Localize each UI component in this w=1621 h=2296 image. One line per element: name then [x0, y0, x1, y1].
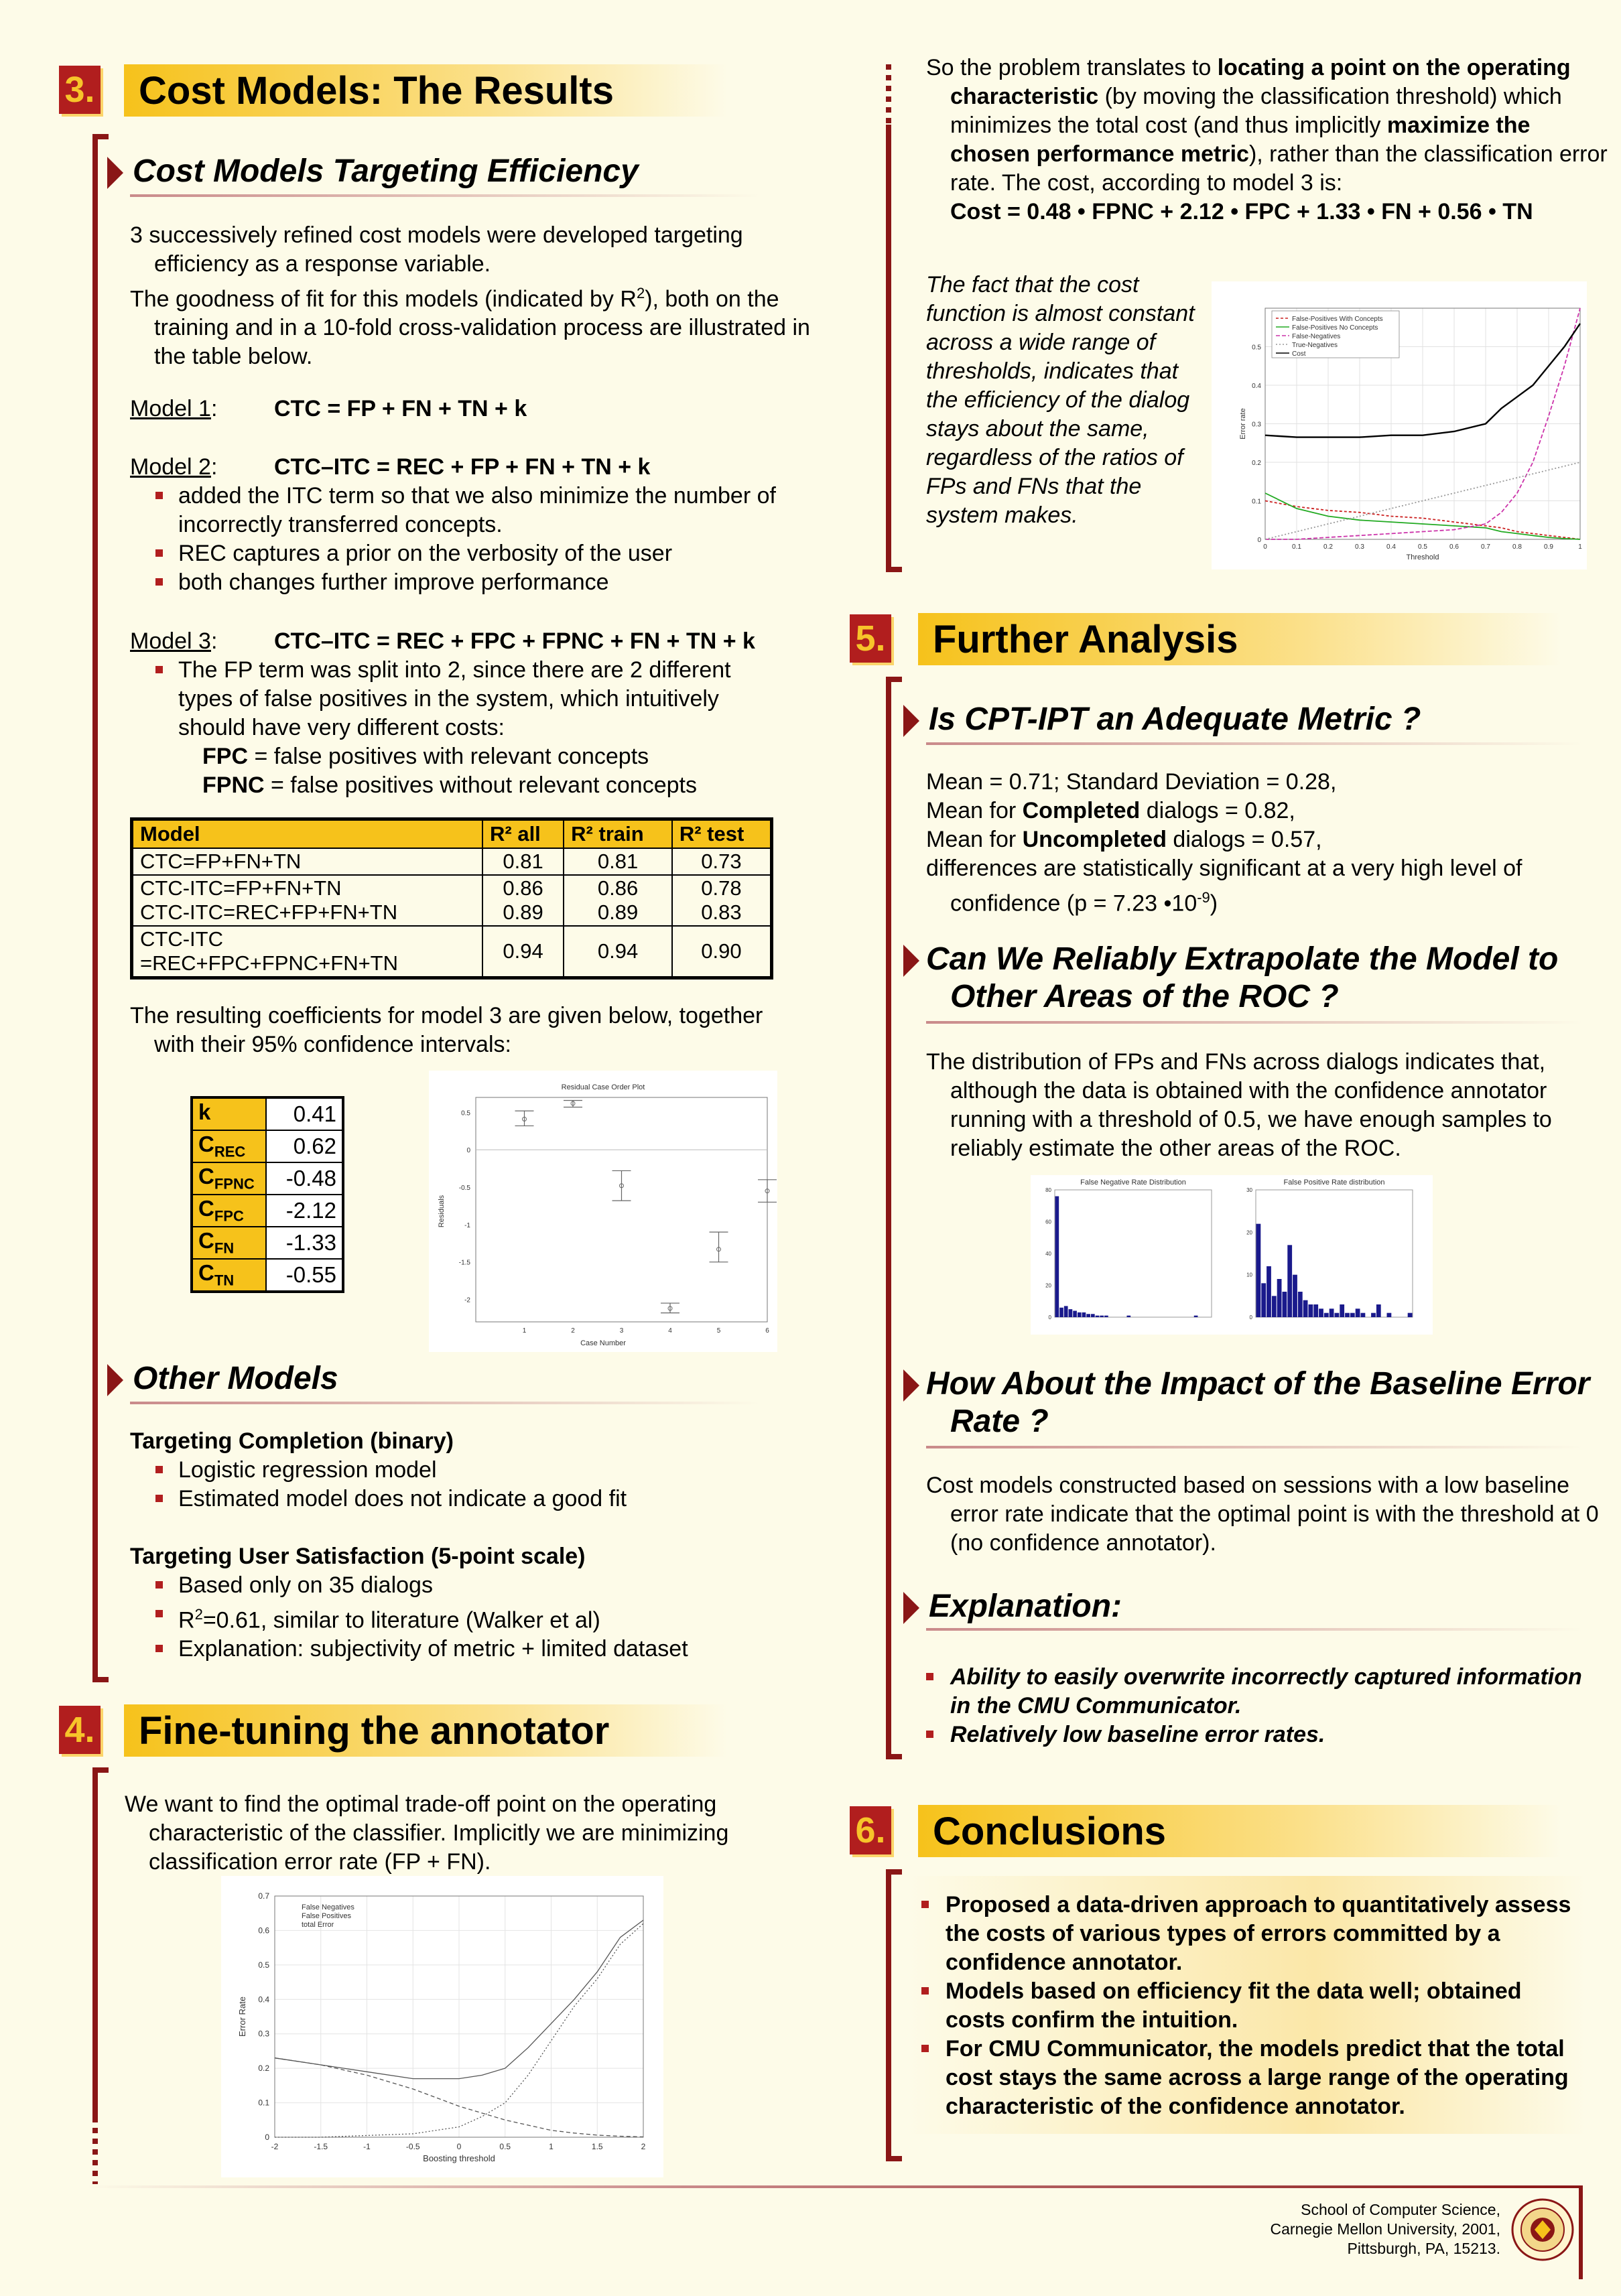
chart-title: False Positive Rate distribution	[1283, 1178, 1385, 1187]
model-3-label: Model 3	[130, 628, 211, 654]
model-1: Model 1: CTC = FP + FN + TN + k	[130, 395, 800, 423]
y-tick-label: 0	[1048, 1314, 1051, 1321]
paragraph-intro	[130, 221, 824, 371]
stat-line: Mean = 0.71; Standard Deviation = 0.28,	[926, 769, 1337, 795]
histogram-bar	[1387, 1313, 1392, 1317]
histogram-bar	[1104, 1316, 1108, 1317]
histogram-bar	[1324, 1313, 1329, 1317]
table-row: k 0.41	[192, 1097, 343, 1130]
satisfaction-heading: Targeting User Satisfaction (5-point scale)	[130, 1544, 586, 1569]
coef-intro: The resulting coefficients for model 3 are given below, together with their 95% confidence intervals:	[130, 1003, 763, 1057]
histogram-bar	[1408, 1313, 1413, 1317]
table-header-row	[132, 819, 772, 849]
histogram-bar	[1194, 1316, 1198, 1317]
list-item: Relatively low baseline error rates.	[926, 1720, 1583, 1749]
y-tick-label: 10	[1246, 1272, 1252, 1278]
list-item: Models based on efficiency fit the data well; obtained costs confirm the intuition.	[921, 1977, 1578, 2035]
histogram-bar	[1335, 1313, 1340, 1317]
y-axis-label: Residuals	[438, 1195, 446, 1228]
table-row: $C_{TN}$ -0.55	[192, 1259, 343, 1292]
histogram-bar	[1059, 1308, 1063, 1317]
y-tick-label: -1	[464, 1221, 470, 1229]
legend-entry: False-Positives No Concepts	[1292, 324, 1378, 332]
intro-line-2: The goodness of fit for this models (indicated by $R^2$), both on the training and in a 10-fold cross-validation process are illustrated in the table below.	[130, 285, 810, 370]
y-tick-label: 0.5	[258, 1960, 269, 1970]
coef-table-container	[190, 1096, 344, 1293]
stat-line: Mean for Uncompleted dialogs = 0.57,	[926, 827, 1322, 852]
section-4-number: 4.	[59, 1706, 101, 1754]
y-tick-label: 0.5	[1252, 344, 1261, 352]
satisfaction-bullets	[130, 1571, 800, 1664]
explanation-heading: Explanation:	[926, 1588, 1122, 1625]
histogram-bar	[1340, 1304, 1344, 1317]
coef-table	[190, 1096, 344, 1293]
model-2-equation: CTC–ITC = REC + FP + FN + TN + k	[274, 454, 651, 480]
y-tick-label: 60	[1045, 1219, 1051, 1225]
plot-frame	[1055, 1190, 1212, 1317]
y-tick-label: 0.4	[1252, 383, 1261, 390]
list-item: Ability to easily overwrite incorrectly captured information in the CMU Communicator.	[926, 1663, 1583, 1720]
histogram-bar	[1100, 1316, 1104, 1317]
y-tick-label: 0.3	[258, 2029, 269, 2039]
stat-line: Mean for Completed dialogs = 0.82,	[926, 798, 1295, 823]
error-rate-plot	[221, 1876, 663, 2177]
completion-bullets	[130, 1456, 800, 1513]
cost-threshold-plot	[1212, 281, 1587, 569]
model-3: Model 3: CTC–ITC = REC + FPC + FPNC + FN + TN + k The FP term was split into 2, since there are 2 different types of false positives in the system, which intuitively should have very different costs: FPC = false positives with relevant concepts FPNC = false positives without relevant concepts	[130, 627, 807, 800]
subheading-underline	[130, 1402, 760, 1404]
histogram-bar	[1356, 1308, 1360, 1317]
y-tick-label: 0.2	[258, 2064, 269, 2074]
x-tick-label: 1	[522, 1327, 527, 1335]
subheading-underline	[926, 742, 1583, 745]
list-item: Based only on 35 dialogs	[130, 1571, 800, 1600]
footer-frame	[1579, 2185, 1583, 2279]
section-5-title: Further Analysis	[918, 613, 1561, 665]
list-item: Proposed a data-driven approach to quantitatively assess the costs of various types of errors committed by a confidence annotator.	[921, 1891, 1578, 1977]
x-tick-label: 0.5	[1418, 543, 1427, 551]
histogram-bar	[1078, 1312, 1082, 1317]
histogram-bar	[1055, 1197, 1059, 1318]
model-1-label: Model 1	[130, 396, 211, 421]
list-item: The FP term was split into 2, since there are 2 different types of false positives in the system, which intuitively should have very different costs:	[130, 656, 768, 742]
footer-line: School of Computer Science,	[1301, 2201, 1500, 2218]
y-tick-label: 0	[466, 1147, 470, 1155]
histogram-bar	[1371, 1313, 1376, 1317]
table-row: $C_{FPNC}$ -0.48	[192, 1162, 343, 1195]
question-1-heading: Is CPT-IPT an Adequate Metric ?	[926, 701, 1421, 738]
histogram-bar	[1345, 1313, 1350, 1317]
histogram-bar	[1256, 1224, 1261, 1317]
x-tick-label: 3	[619, 1327, 624, 1335]
y-axis-label: Error Rate	[237, 1997, 247, 2037]
subheading-underline	[926, 1628, 1583, 1631]
legend-entry: True-Negatives	[1292, 342, 1338, 349]
other-models-text	[130, 1427, 800, 1664]
histogram-bar	[1091, 1314, 1095, 1317]
fpc-definition: FPC = false positives with relevant concepts	[202, 744, 649, 769]
list-item: Estimated model does not indicate a good fit	[130, 1485, 800, 1513]
section-4-title: Fine-tuning the annotator	[124, 1704, 727, 1757]
cost-equation: Cost = 0.48 • FPNC + 2.12 • FPC + 1.33 • FN + 0.56 • TN	[950, 199, 1533, 224]
list-item: Explanation: subjectivity of metric + limited dataset	[130, 1635, 800, 1664]
legend-entry: False-Positives With Concepts	[1292, 316, 1383, 323]
question-3-heading: How About the Impact of the Baseline Error Rate ?	[926, 1365, 1620, 1440]
table-row: CTC-ITC =REC+FPC+FPNC+FN+TN 0.94 0.94 0.90	[132, 926, 772, 978]
y-tick-label: 0.7	[258, 1891, 269, 1901]
subheading-underline	[926, 1446, 1583, 1448]
y-axis-label: Error rate	[1239, 408, 1247, 440]
x-axis-label: Case Number	[580, 1339, 626, 1347]
top-right-dots	[886, 64, 891, 123]
x-tick-label: -1	[363, 2142, 371, 2151]
histogram-bar	[1293, 1275, 1297, 1317]
legend-entry: False Negatives	[302, 1903, 354, 1911]
model-2: Model 2: CTC–ITC = REC + FP + FN + TN + k added the ITC term so that we also minimize the number of incorrectly transferred concepts. REC captures a prior on the verbosity of the user both changes further improve performance	[130, 453, 800, 597]
problem-paragraph: So the problem translates to locating a point on the operating characteristic (by moving the classification threshold) which minimizes the total cost (and thus implicitly maximize the chosen performance metric), rather than the classification error rate. The cost, according to model 3 is: Cost = 0.48 • FPNC + 2.12 • FPC + 1.33 • FN + 0.56 • TN	[926, 54, 1614, 226]
r2-table	[130, 817, 773, 980]
y-tick-label: 30	[1246, 1187, 1252, 1193]
histogram-bar	[1313, 1304, 1318, 1317]
section-4-dots	[92, 2117, 98, 2184]
section-6-bracket	[886, 1869, 902, 2161]
subheading-underline	[130, 194, 760, 197]
legend-entry: total Error	[302, 1921, 334, 1929]
y-tick-label: 0.4	[258, 1995, 269, 2005]
cost-observation: The fact that the cost function is almost constant across a wide range of thresholds, indicates that the efficiency of the dialog stays about the same, regardless of the ratios of FPs and FNs that the system makes.	[926, 272, 1195, 528]
x-tick-label: 0.7	[1481, 543, 1490, 551]
histogram-bar	[1376, 1304, 1381, 1317]
x-tick-label: -0.5	[405, 2142, 420, 2151]
question-2-heading: Can We Reliably Extrapolate the Model to Other Areas of the ROC ?	[926, 941, 1620, 1016]
x-tick-label: -2	[271, 2142, 279, 2151]
section-4-bracket	[92, 1767, 109, 2121]
list-item: added the ITC term so that we also minimize the number of incorrectly transferred concepts.	[130, 482, 800, 539]
completion-heading: Targeting Completion (binary)	[130, 1428, 454, 1454]
y-tick-label: 0	[265, 2133, 269, 2142]
x-tick-label: 6	[765, 1327, 769, 1335]
explanation-bullets	[926, 1663, 1583, 1749]
x-tick-label: 0	[456, 2142, 462, 2151]
error-rate-plot-svg	[221, 1876, 663, 2177]
residual-plot-svg	[429, 1071, 777, 1352]
y-tick-label: 0.1	[258, 2098, 269, 2108]
model-3-equation: CTC–ITC = REC + FPC + FPNC + FN + TN + k	[274, 628, 755, 654]
university-seal	[1510, 2198, 1575, 2262]
x-tick-label: 0.9	[1544, 543, 1553, 551]
histogram-bar	[1330, 1308, 1334, 1317]
y-tick-label: 20	[1045, 1282, 1051, 1289]
fpnc-definition: FPNC = false positives without relevant concepts	[202, 772, 697, 798]
top-right-bracket	[886, 125, 902, 572]
chart-title: Residual Case Order Plot	[561, 1083, 645, 1091]
model-2-bullets	[130, 482, 800, 597]
question-1-text	[926, 768, 1620, 918]
table-row: $C_{FPC}$ -2.12	[192, 1195, 343, 1227]
section-3-bracket	[92, 134, 109, 1682]
x-tick-label: 5	[716, 1327, 721, 1335]
subheading-other-models: Other Models	[130, 1360, 338, 1397]
x-tick-label: 0.1	[1292, 543, 1301, 551]
conclusions-list	[921, 1891, 1578, 2121]
legend-entry: Cost	[1292, 350, 1306, 358]
x-tick-label: 0.8	[1512, 543, 1522, 551]
x-tick-label: 0.4	[1386, 543, 1396, 551]
intro-line-1: 3 successively refined cost models were developed targeting efficiency as a response variable.	[130, 222, 743, 277]
distribution-plots-svg	[1031, 1175, 1433, 1335]
col-header: R² train	[564, 819, 672, 849]
histogram-bar	[1261, 1283, 1266, 1317]
section-3-number: 3.	[59, 66, 101, 114]
histogram-bar	[1350, 1313, 1355, 1317]
x-tick-label: 1.5	[591, 2142, 603, 2151]
histogram-bar	[1303, 1300, 1308, 1317]
y-tick-label: -2	[464, 1296, 470, 1304]
histogram-bar	[1283, 1292, 1287, 1317]
y-tick-label: 80	[1045, 1187, 1051, 1193]
chart-title: False Negative Rate Distribution	[1080, 1178, 1186, 1187]
histogram-bar	[1277, 1279, 1282, 1317]
section-5-number: 5.	[850, 614, 891, 663]
subheading-efficiency: Cost Models Targeting Efficiency	[130, 153, 639, 190]
list-item: $R^2=0.61$, similar to literature (Walker et al)	[130, 1600, 800, 1635]
cost-threshold-plot-svg	[1212, 281, 1587, 569]
section-4-text: We want to find the optimal trade-off point on the operating characteristic of the classifier. Implicitly we are minimizing classification error rate (FP + FN).	[125, 1792, 729, 1875]
list-item: For CMU Communicator, the models predict that the total cost stays the same across a large range of the operating characteristic of the confidence annotator.	[921, 2035, 1578, 2121]
model-3-bullets	[130, 656, 807, 742]
x-tick-label: 0.6	[1449, 543, 1459, 551]
model-1-equation: CTC = FP + FN + TN + k	[274, 396, 527, 421]
x-tick-label: 4	[668, 1327, 672, 1335]
histogram-bar	[1267, 1266, 1271, 1317]
distribution-plots	[1031, 1175, 1433, 1335]
list-item: Logistic regression model	[130, 1456, 800, 1485]
footer-line: Pittsburgh, PA, 15213.	[1347, 2240, 1500, 2257]
x-tick-label: 2	[571, 1327, 575, 1335]
histogram-bar	[1298, 1292, 1303, 1317]
plot-frame	[476, 1097, 767, 1322]
x-tick-label: 1	[1578, 543, 1582, 551]
r2-table-container	[130, 817, 773, 980]
seal-icon	[1510, 2198, 1575, 2262]
legend-entry: False-Negatives	[1292, 333, 1341, 340]
y-tick-label: 0.5	[461, 1109, 470, 1118]
legend-entry: False Positives	[302, 1912, 351, 1920]
y-tick-label: 0.1	[1252, 498, 1261, 506]
histogram-bar	[1069, 1309, 1073, 1317]
col-header: R² all	[482, 819, 564, 849]
residual-plot	[429, 1071, 777, 1352]
table-row: $C_{REC}$ 0.62	[192, 1130, 343, 1162]
histogram-bar	[1287, 1245, 1292, 1317]
histogram-bar	[1361, 1313, 1366, 1317]
x-tick-label: 1	[549, 2142, 554, 2151]
x-tick-label: 0.3	[1355, 543, 1364, 551]
histogram-bar	[1096, 1316, 1100, 1317]
x-tick-label: 0	[1263, 543, 1267, 551]
x-axis-label: Boosting threshold	[423, 2153, 495, 2163]
y-tick-label: 0.6	[258, 1926, 269, 1936]
x-tick-label: 2	[641, 2142, 646, 2151]
y-tick-label: 0	[1249, 1314, 1252, 1321]
subheading-underline	[926, 1021, 1583, 1024]
histogram-bar	[1319, 1308, 1323, 1317]
list-item: both changes further improve performance	[130, 568, 800, 597]
section-6-title: Conclusions	[918, 1805, 1561, 1857]
y-tick-label: -0.5	[458, 1185, 470, 1192]
y-tick-label: 0.3	[1252, 421, 1261, 429]
x-tick-label: 0.5	[499, 2142, 511, 2151]
question-3-text: Cost models constructed based on sessions with a low baseline error rate indicate that the optimal point is with the threshold at 0 (no confidence annotator).	[926, 1473, 1599, 1556]
histogram-bar	[1064, 1306, 1068, 1317]
model-2-label: Model 2	[130, 454, 211, 480]
stat-line: differences are statistically significant at a very high level of confidence (p = 7.23 $•10^{-9}$)	[926, 856, 1522, 917]
y-tick-label: -1.5	[458, 1259, 470, 1267]
footer-line: Carnegie Mellon University, 2001,	[1270, 2220, 1500, 2238]
section-6-number: 6.	[850, 1806, 891, 1854]
y-tick-label: 20	[1246, 1229, 1252, 1236]
table-row: $C_{FN}$ -1.33	[192, 1227, 343, 1259]
list-item: REC captures a prior on the verbosity of the user	[130, 539, 800, 568]
histogram-bar	[1086, 1314, 1090, 1317]
y-tick-label: 0	[1257, 537, 1261, 544]
section-3-title: Cost Models: The Results	[124, 64, 727, 117]
table-row: CTC-ITC=FP+FN+TN CTC-ITC=REC+FP+FN+TN 0.86 0.89 0.86 0.89 0.78 0.83	[132, 875, 772, 926]
x-tick-label: -1.5	[314, 2142, 328, 2151]
histogram-bar	[1309, 1304, 1313, 1317]
footer-rule	[87, 2185, 1581, 2188]
histogram-bar	[1126, 1316, 1130, 1317]
section-5-bracket	[886, 677, 902, 1759]
x-axis-label: Threshold	[1406, 553, 1439, 561]
histogram-bar	[1272, 1296, 1277, 1317]
col-header: R² test	[672, 819, 772, 849]
question-2-text: The distribution of FPs and FNs across dialogs indicates that, although the data is obtained with the confidence annotator running with a threshold of 0.5, we have enough samples to reliably estimate the other areas of the ROC.	[926, 1049, 1552, 1161]
table-row: CTC=FP+FN+TN 0.81 0.81 0.73	[132, 848, 772, 875]
histogram-bar	[1073, 1311, 1077, 1318]
y-tick-label: 40	[1045, 1251, 1051, 1257]
col-header: Model	[132, 819, 483, 849]
histogram-bar	[1082, 1312, 1086, 1317]
y-tick-label: 0.2	[1252, 460, 1261, 467]
footer-address	[1271, 2200, 1500, 2258]
x-tick-label: 0.2	[1323, 543, 1333, 551]
